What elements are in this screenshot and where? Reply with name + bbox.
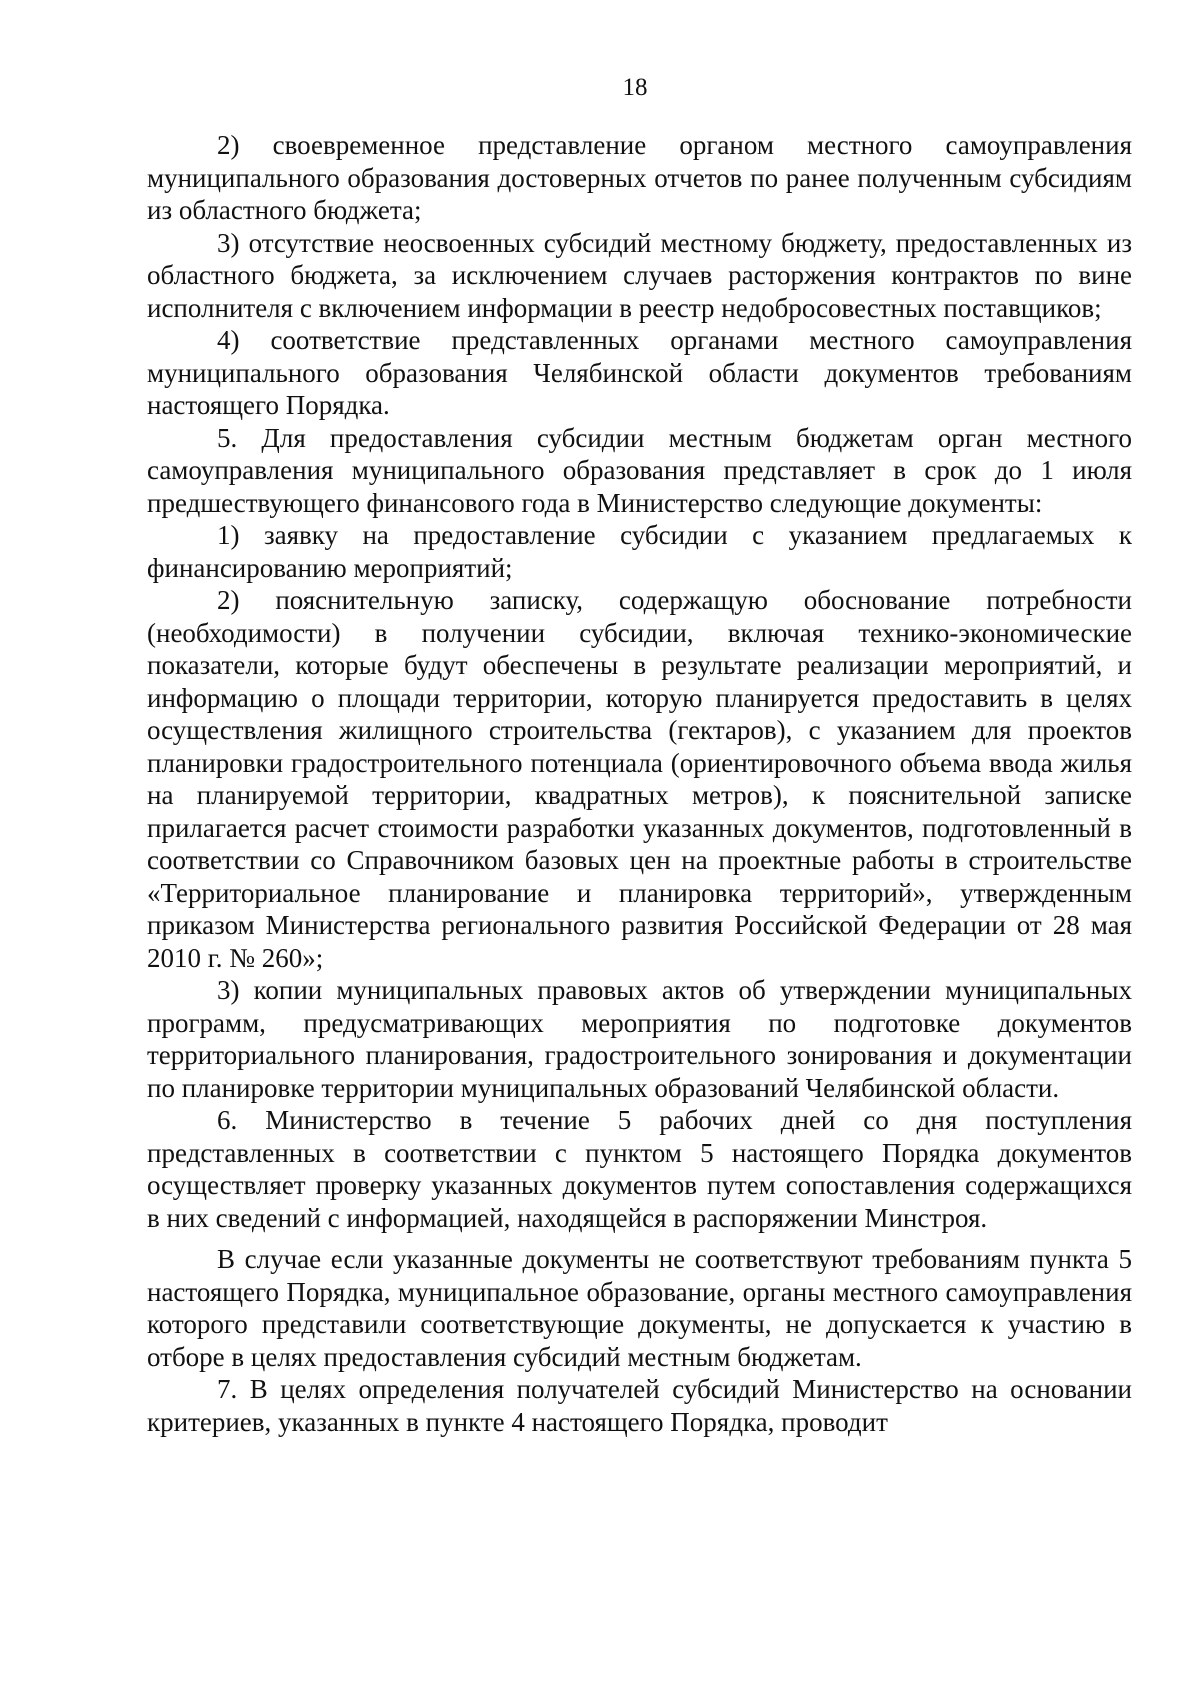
paragraph-clause-5: 5. Для предоставления субсидии местным бюджетам орган местного самоуправления муниципального образования представляет в срок до 1 июля предшествующего финансового года в Министерство следующие документы: [147, 422, 1132, 518]
paragraph-clause-6: 6. Министерство в течение 5 рабочих дней со дня поступления представленных в соответствии с пунктом 5 настоящего Порядка документов осуществляет проверку указанных документов путем сопоставления содержащихся в них сведений с информацией, находящейся в распоряжении Минстроя. [147, 1105, 1132, 1233]
paragraph-criterion-3: 3) отсутствие неосвоенных субсидий местному бюджету, предоставленных из областного бюджета, за исключением случаев расторжения контрактов по вине исполнителя с включением информации в реестр недобросовестных поставщиков; [147, 227, 1132, 323]
paragraph-criterion-4: 4) соответствие представленных органами местного самоуправления муниципального образования Челябинской области документов требованиям настоящего Порядка. [147, 325, 1132, 420]
page-number: 18 [622, 74, 648, 101]
document-body [147, 129, 1132, 1438]
paragraph-clause-6-rejection: В случае если указанные документы не соответствуют требованиям пункта 5 настоящего Порядка, муниципальное образование, органы местного самоуправления которого представили соответствующие документы, не допускается к участию в отборе в целях предоставления субсидий местным бюджетам. [147, 1244, 1132, 1372]
paragraph-clause-5-item-3: 3) копии муниципальных правовых актов об утверждении муниципальных программ, предусматривающих мероприятия по подготовке документов территориального планирования, градостроительного зонирования и документации по планировке территории муниципальных образований Челябинской области. [147, 975, 1132, 1103]
paragraph-criterion-2: 2) своевременное представление органом местного самоуправления муниципального образования достоверных отчетов по ранее полученным субсидиям из областного бюджета; [147, 130, 1132, 225]
paragraph-clause-5-item-2: 2) пояснительную записку, содержащую обоснование потребности (необходимости) в получении субсидии, включая технико-экономические показатели, которые будут обеспечены в результате реализации мероприятий, и информацию о площади территории, которую планируется предоставить в целях осуществления жилищного строительства (гектаров), с указанием для проектов планировки градостроительного потенциала (ориентировочного объема ввода жилья на планируемой территории, квадратных метров), к пояснительной записке прилагается расчет стоимости разработки указанных документов, подготовленный в соответствии со Справочником базовых цен на проектные работы в строительстве «Территориальное планирование и планировка территорий», утвержденным приказом Министерства регионального развития Российской Федерации от 28 мая 2010 г. № 260»; [147, 585, 1132, 973]
paragraph-clause-5-item-1: 1) заявку на предоставление субсидии с указанием предлагаемых к финансированию мероприятий; [147, 520, 1132, 583]
paragraph-clause-7: 7. В целях определения получателей субсидий Министерство на основании критериев, указанных в пункте 4 настоящего Порядка, проводит [147, 1374, 1132, 1437]
